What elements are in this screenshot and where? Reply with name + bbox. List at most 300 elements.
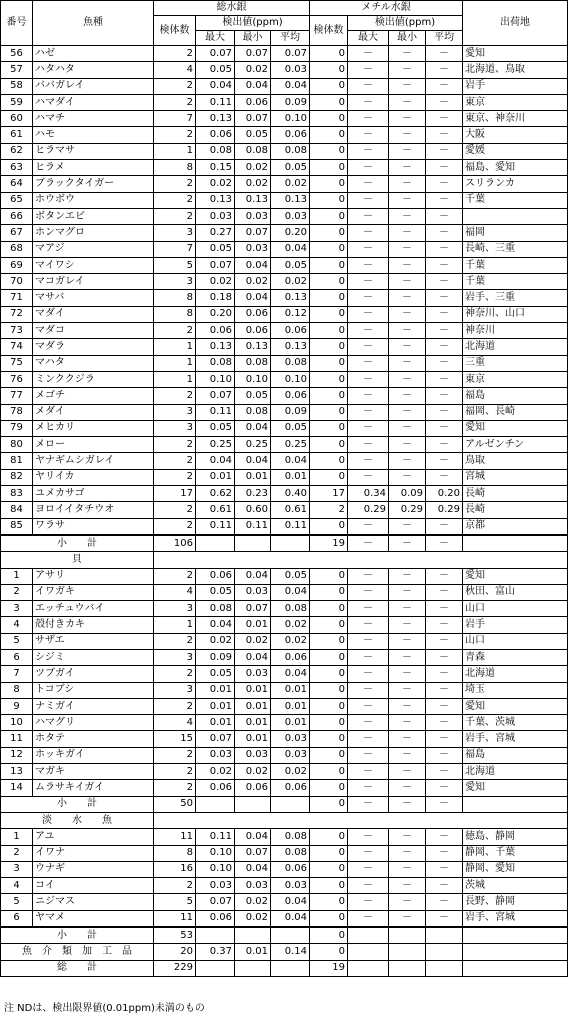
origin: 千葉 <box>463 257 568 273</box>
total-avg: 0.08 <box>271 355 310 371</box>
methyl-max: － <box>348 94 389 110</box>
total-max: 0.08 <box>196 601 235 617</box>
fish-row <box>1 176 568 192</box>
col-header-methyl-max: 最大 <box>348 31 389 46</box>
methyl-avg: － <box>426 633 463 649</box>
methyl-max: － <box>348 649 389 665</box>
species-name: ヒラメ <box>33 160 154 176</box>
total-count: 3 <box>154 404 196 420</box>
total-avg: 0.61 <box>271 502 310 518</box>
total-max: 0.04 <box>196 78 235 94</box>
fish-subtotal-methyl-max: － <box>348 535 389 552</box>
row-number: 61 <box>1 127 33 143</box>
species-name: ボタンエビ <box>33 208 154 224</box>
origin: 静岡、千葉 <box>463 845 568 861</box>
methyl-min: － <box>389 160 426 176</box>
methyl-min: － <box>389 682 426 698</box>
total-max: 0.20 <box>196 306 235 322</box>
origin: 愛知 <box>463 46 568 62</box>
total-avg: 0.05 <box>271 568 310 584</box>
col-header-species: 魚種 <box>33 1 154 46</box>
methyl-max: － <box>348 453 389 469</box>
methyl-count: 0 <box>310 469 348 485</box>
species-name: ヤマメ <box>33 910 154 927</box>
species-name: ワラサ <box>33 518 154 535</box>
origin: 大阪 <box>463 127 568 143</box>
row-number: 10 <box>1 715 33 731</box>
row-number: 78 <box>1 404 33 420</box>
total-max: 0.01 <box>196 682 235 698</box>
row-number: 3 <box>1 861 33 877</box>
total-count: 8 <box>154 845 196 861</box>
total-avg: 0.04 <box>271 584 310 600</box>
total-max: 0.02 <box>196 274 235 290</box>
methyl-min: － <box>389 698 426 714</box>
methyl-min: － <box>389 241 426 257</box>
total-avg: 0.13 <box>271 339 310 355</box>
methyl-count: 17 <box>310 486 348 502</box>
origin: 京都 <box>463 518 568 535</box>
species-name: イワナ <box>33 845 154 861</box>
total-min: 0.11 <box>235 518 271 535</box>
row-number: 58 <box>1 78 33 94</box>
methyl-avg: － <box>426 208 463 224</box>
origin: 茨城 <box>463 878 568 894</box>
processed-avg: 0.14 <box>271 944 310 960</box>
methyl-max: － <box>348 894 389 910</box>
row-number: 63 <box>1 160 33 176</box>
total-max: 0.05 <box>196 584 235 600</box>
methyl-min: － <box>389 290 426 306</box>
total-avg: 0.04 <box>271 78 310 94</box>
methyl-max: － <box>348 469 389 485</box>
methyl-avg: － <box>426 715 463 731</box>
total-min: 0.13 <box>235 339 271 355</box>
total-max: 0.05 <box>196 666 235 682</box>
total-avg: 0.03 <box>271 208 310 224</box>
methyl-count: 0 <box>310 617 348 633</box>
methyl-avg: － <box>426 698 463 714</box>
fish-row <box>1 502 568 518</box>
grand-total-label: 総 計 <box>1 960 154 976</box>
methyl-max: － <box>348 518 389 535</box>
methyl-avg: － <box>426 127 463 143</box>
total-min: 0.03 <box>235 666 271 682</box>
methyl-avg: － <box>426 601 463 617</box>
methyl-avg: － <box>426 192 463 208</box>
total-count: 2 <box>154 698 196 714</box>
methyl-avg: 0.29 <box>426 502 463 518</box>
methyl-min: － <box>389 225 426 241</box>
methyl-min: － <box>389 518 426 535</box>
methyl-max: － <box>348 78 389 94</box>
methyl-max: － <box>348 208 389 224</box>
methyl-avg: － <box>426 306 463 322</box>
total-avg: 0.13 <box>271 290 310 306</box>
methyl-max: － <box>348 584 389 600</box>
species-name: ヒラマサ <box>33 143 154 159</box>
methyl-min: － <box>389 420 426 436</box>
species-name: アユ <box>33 829 154 845</box>
total-min: 0.04 <box>235 568 271 584</box>
total-count: 3 <box>154 274 196 290</box>
methyl-count: 0 <box>310 453 348 469</box>
species-name: マサバ <box>33 290 154 306</box>
total-min: 0.08 <box>235 143 271 159</box>
total-avg: 0.01 <box>271 682 310 698</box>
methyl-avg: － <box>426 404 463 420</box>
methyl-avg: － <box>426 388 463 404</box>
methyl-max: － <box>348 404 389 420</box>
methyl-max: － <box>348 747 389 763</box>
methyl-count: 0 <box>310 274 348 290</box>
methyl-min: － <box>389 388 426 404</box>
total-max: 0.07 <box>196 257 235 273</box>
methyl-min: － <box>389 176 426 192</box>
methyl-count: 0 <box>310 420 348 436</box>
fish-row <box>1 241 568 257</box>
methyl-max: － <box>348 306 389 322</box>
methyl-avg: － <box>426 682 463 698</box>
total-avg: 0.03 <box>271 878 310 894</box>
methyl-count: 0 <box>310 404 348 420</box>
origin: 福島 <box>463 388 568 404</box>
methyl-avg: － <box>426 176 463 192</box>
processed-methyl-count: 0 <box>310 944 348 960</box>
methyl-avg: － <box>426 910 463 927</box>
methyl-count: 0 <box>310 682 348 698</box>
total-max: 0.25 <box>196 437 235 453</box>
fish-subtotal-count: 106 <box>154 535 196 552</box>
methyl-max: － <box>348 274 389 290</box>
total-max: 0.04 <box>196 453 235 469</box>
methyl-avg: － <box>426 290 463 306</box>
row-number: 8 <box>1 682 33 698</box>
row-number: 6 <box>1 910 33 927</box>
row-number: 1 <box>1 829 33 845</box>
origin: 千葉 <box>463 192 568 208</box>
total-count: 2 <box>154 633 196 649</box>
methyl-max: － <box>348 127 389 143</box>
total-count: 8 <box>154 306 196 322</box>
methyl-min: － <box>389 469 426 485</box>
methyl-max: － <box>348 257 389 273</box>
total-max: 0.06 <box>196 780 235 796</box>
total-count: 3 <box>154 601 196 617</box>
total-count: 2 <box>154 388 196 404</box>
origin: 岩手、三重 <box>463 290 568 306</box>
shell-row <box>1 584 568 600</box>
species-name: ホンマグロ <box>33 225 154 241</box>
processed-count: 20 <box>154 944 196 960</box>
species-name: マイワシ <box>33 257 154 273</box>
total-avg: 0.02 <box>271 633 310 649</box>
freshwater-subtotal-row <box>1 927 568 944</box>
methyl-avg: － <box>426 437 463 453</box>
methyl-avg: － <box>426 257 463 273</box>
total-max: 0.06 <box>196 910 235 927</box>
total-avg: 0.01 <box>271 715 310 731</box>
fish-row <box>1 46 568 62</box>
methyl-count: 0 <box>310 601 348 617</box>
species-name: ハマダイ <box>33 94 154 110</box>
fish-row <box>1 453 568 469</box>
methyl-avg: － <box>426 617 463 633</box>
shell-row <box>1 715 568 731</box>
methyl-count: 0 <box>310 584 348 600</box>
methyl-avg: － <box>426 649 463 665</box>
methyl-count: 0 <box>310 290 348 306</box>
row-number: 74 <box>1 339 33 355</box>
methyl-count: 0 <box>310 323 348 339</box>
total-min: 0.04 <box>235 861 271 877</box>
processed-min: 0.01 <box>235 944 271 960</box>
species-name: ヨロイイタチウオ <box>33 502 154 518</box>
methyl-max: － <box>348 617 389 633</box>
footnote: 注 NDは、検出限界値(0.01ppm)未満のもの <box>4 1003 205 1014</box>
methyl-count: 0 <box>310 731 348 747</box>
fish-row <box>1 160 568 176</box>
total-avg: 0.02 <box>271 274 310 290</box>
origin: 福岡 <box>463 225 568 241</box>
grand-total-row <box>1 960 568 976</box>
shell-row <box>1 649 568 665</box>
total-max: 0.18 <box>196 290 235 306</box>
col-header-methyl-min: 最小 <box>389 31 426 46</box>
total-min: 0.02 <box>235 633 271 649</box>
fish-rows <box>1 46 568 535</box>
total-min: 0.04 <box>235 78 271 94</box>
total-max: 0.11 <box>196 94 235 110</box>
methyl-max: － <box>348 160 389 176</box>
methyl-count: 0 <box>310 878 348 894</box>
fish-row <box>1 323 568 339</box>
row-number: 62 <box>1 143 33 159</box>
total-min: 0.01 <box>235 682 271 698</box>
origin: 福島、愛知 <box>463 160 568 176</box>
shell-subtotal-row <box>1 796 568 812</box>
total-avg: 0.40 <box>271 486 310 502</box>
total-min: 0.02 <box>235 764 271 780</box>
total-count: 2 <box>154 46 196 62</box>
methyl-count: 0 <box>310 649 348 665</box>
total-count: 2 <box>154 568 196 584</box>
methyl-avg: － <box>426 518 463 535</box>
row-number: 68 <box>1 241 33 257</box>
fish-row <box>1 225 568 241</box>
total-max: 0.06 <box>196 127 235 143</box>
total-count: 1 <box>154 617 196 633</box>
total-max: 0.62 <box>196 486 235 502</box>
fish-row <box>1 208 568 224</box>
total-count: 4 <box>154 584 196 600</box>
total-count: 2 <box>154 78 196 94</box>
row-number: 70 <box>1 274 33 290</box>
methyl-max: － <box>348 143 389 159</box>
row-number: 4 <box>1 617 33 633</box>
total-min: 0.06 <box>235 306 271 322</box>
methyl-count: 0 <box>310 829 348 845</box>
total-min: 0.01 <box>235 731 271 747</box>
methyl-min: － <box>389 584 426 600</box>
species-name: 殻付きカキ <box>33 617 154 633</box>
col-header-no: 番号 <box>1 1 33 46</box>
fresh-row <box>1 829 568 845</box>
total-max: 0.15 <box>196 160 235 176</box>
methyl-max: － <box>348 241 389 257</box>
methyl-avg: － <box>426 878 463 894</box>
origin: 神奈川、山口 <box>463 306 568 322</box>
fresh-row <box>1 861 568 877</box>
total-min: 0.04 <box>235 420 271 436</box>
species-name: メヒカリ <box>33 420 154 436</box>
methyl-avg: － <box>426 225 463 241</box>
grand-total-count: 229 <box>154 960 196 976</box>
total-avg: 0.02 <box>271 764 310 780</box>
species-name: マアジ <box>33 241 154 257</box>
total-avg: 0.02 <box>271 176 310 192</box>
methyl-max: － <box>348 780 389 796</box>
total-count: 5 <box>154 894 196 910</box>
species-name: ナミガイ <box>33 698 154 714</box>
shell-row <box>1 633 568 649</box>
col-header-total-max: 最大 <box>196 31 235 46</box>
fresh-row <box>1 845 568 861</box>
methyl-min: － <box>389 780 426 796</box>
origin: 愛知 <box>463 780 568 796</box>
methyl-min: 0.09 <box>389 486 426 502</box>
methyl-max: － <box>348 715 389 731</box>
total-min: 0.04 <box>235 257 271 273</box>
fish-row <box>1 518 568 535</box>
methyl-max: － <box>348 764 389 780</box>
methyl-avg: － <box>426 78 463 94</box>
total-max: 0.09 <box>196 649 235 665</box>
species-name: マダイ <box>33 306 154 322</box>
species-name: メダイ <box>33 404 154 420</box>
species-name: マダコ <box>33 323 154 339</box>
fish-row <box>1 306 568 322</box>
col-header-methyl-detected: 検出値(ppm) <box>348 16 463 31</box>
total-count: 11 <box>154 829 196 845</box>
shell-row <box>1 747 568 763</box>
total-min: 0.03 <box>235 747 271 763</box>
methyl-avg: － <box>426 764 463 780</box>
fish-row <box>1 127 568 143</box>
total-max: 0.13 <box>196 339 235 355</box>
methyl-max: － <box>348 682 389 698</box>
species-name: ババガレイ <box>33 78 154 94</box>
methyl-avg: － <box>426 371 463 387</box>
total-max: 0.10 <box>196 371 235 387</box>
methyl-min: － <box>389 78 426 94</box>
origin: 長崎 <box>463 486 568 502</box>
methyl-count: 0 <box>310 437 348 453</box>
species-name: ハモ <box>33 127 154 143</box>
total-count: 16 <box>154 861 196 877</box>
row-number: 60 <box>1 111 33 127</box>
total-min: 0.04 <box>235 453 271 469</box>
shell-row <box>1 682 568 698</box>
row-number: 57 <box>1 62 33 78</box>
methyl-count: 0 <box>310 257 348 273</box>
fish-subtotal-group <box>1 535 568 568</box>
fish-row <box>1 486 568 502</box>
methyl-max: － <box>348 601 389 617</box>
total-max: 0.07 <box>196 731 235 747</box>
shell-row <box>1 568 568 584</box>
origin: 東京 <box>463 371 568 387</box>
fish-row <box>1 290 568 306</box>
species-name: メロー <box>33 437 154 453</box>
shell-row <box>1 698 568 714</box>
methyl-max: － <box>348 829 389 845</box>
methyl-min: － <box>389 437 426 453</box>
methyl-max: － <box>348 192 389 208</box>
total-count: 2 <box>154 192 196 208</box>
origin: 岩手、宮城 <box>463 731 568 747</box>
row-number: 64 <box>1 176 33 192</box>
origin: 北海道 <box>463 666 568 682</box>
row-number: 66 <box>1 208 33 224</box>
methyl-max: － <box>348 910 389 927</box>
methyl-max: － <box>348 420 389 436</box>
total-max: 0.10 <box>196 861 235 877</box>
methyl-count: 0 <box>310 160 348 176</box>
origin: 岩手 <box>463 78 568 94</box>
methyl-avg: － <box>426 845 463 861</box>
origin: 愛知 <box>463 420 568 436</box>
row-number: 6 <box>1 649 33 665</box>
total-count: 2 <box>154 502 196 518</box>
total-min: 0.01 <box>235 617 271 633</box>
methyl-count: 0 <box>310 715 348 731</box>
total-max: 0.07 <box>196 894 235 910</box>
species-name: ニジマス <box>33 894 154 910</box>
row-number: 71 <box>1 290 33 306</box>
fish-row <box>1 469 568 485</box>
fish-row <box>1 111 568 127</box>
total-count: 2 <box>154 176 196 192</box>
row-number: 9 <box>1 698 33 714</box>
total-min: 0.08 <box>235 355 271 371</box>
species-name: ハマチ <box>33 111 154 127</box>
row-number: 2 <box>1 584 33 600</box>
total-min: 0.02 <box>235 176 271 192</box>
methyl-count: 0 <box>310 388 348 404</box>
row-number: 11 <box>1 731 33 747</box>
methyl-avg: － <box>426 829 463 845</box>
methyl-avg: － <box>426 453 463 469</box>
methyl-avg: － <box>426 46 463 62</box>
total-count: 2 <box>154 747 196 763</box>
row-number: 79 <box>1 420 33 436</box>
total-min: 0.01 <box>235 698 271 714</box>
methyl-count: 0 <box>310 355 348 371</box>
fish-row <box>1 355 568 371</box>
total-avg: 0.03 <box>271 62 310 78</box>
total-max: 0.03 <box>196 747 235 763</box>
methyl-max: － <box>348 731 389 747</box>
origin: 北海道 <box>463 339 568 355</box>
total-min: 0.01 <box>235 715 271 731</box>
methyl-max: － <box>348 437 389 453</box>
total-min: 0.02 <box>235 910 271 927</box>
total-avg: 0.06 <box>271 127 310 143</box>
processed-max: 0.37 <box>196 944 235 960</box>
total-count: 2 <box>154 878 196 894</box>
total-count: 2 <box>154 323 196 339</box>
